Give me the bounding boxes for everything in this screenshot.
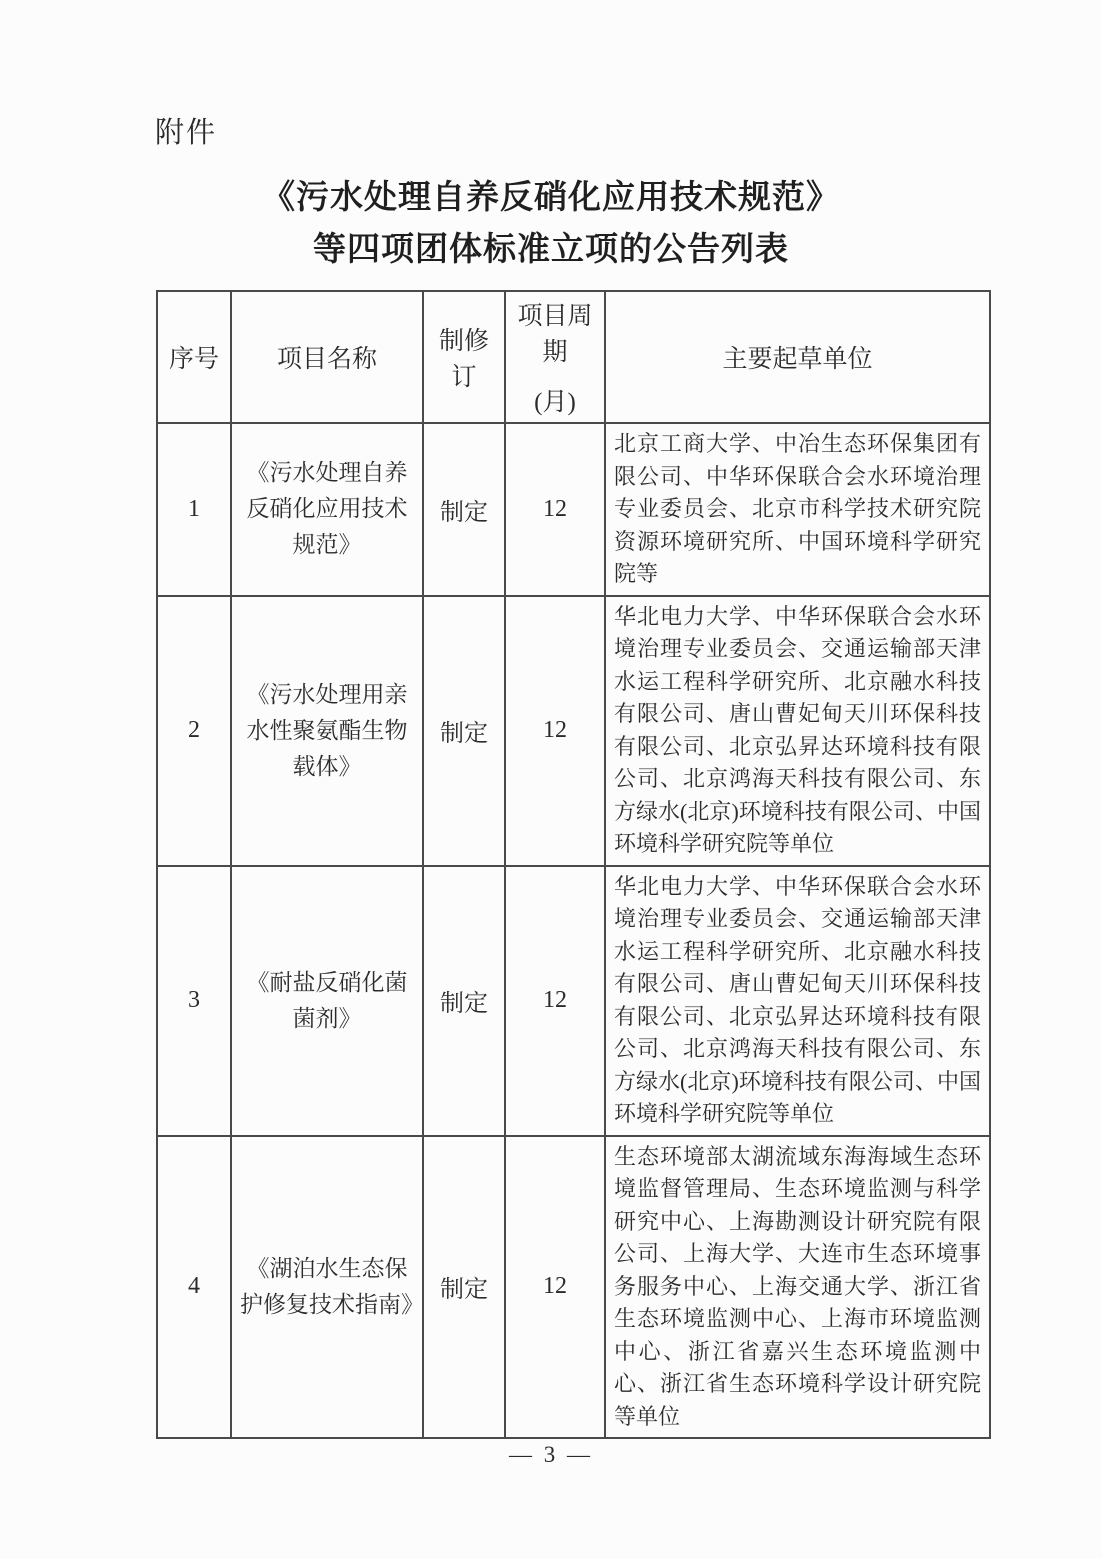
cell-project-name: 《污水处理用亲水性聚氨酯生物载体》 (231, 596, 423, 866)
table-row (157, 596, 990, 866)
table-row (157, 1136, 990, 1439)
document-title-line-1: 《污水处理自养反硝化应用技术规范》 (262, 180, 840, 216)
cell-drafting-units: 华北电力大学、中华环保联合会水环境治理专业委员会、交通运输部天津水运工程科学研究所、北京融水科技有限公司、唐山曹妃甸天川环保科技有限公司、北京弘昇达环境科技有限公司、北京鸿海天科技有限公司、东方绿水(北京)环境科技有限公司、中国环境科学研究院等单位 (605, 596, 990, 866)
cell-project-name: 《湖泊水生态保护修复技术指南》 (231, 1136, 423, 1439)
document-title (0, 172, 1102, 276)
cell-drafting-units: 北京工商大学、中冶生态环保集团有限公司、中华环保联合会水环境治理专业委员会、北京市科学技术研究院资源环境研究所、中国环境科学研究院等 (605, 423, 990, 596)
cell-revision-type: 制定 (423, 866, 505, 1136)
cell-period-months: 12 (505, 596, 605, 866)
cell-project-name: 《污水处理自养反硝化应用技术规范》 (231, 423, 423, 596)
cell-drafting-units: 生态环境部太湖流域东海海域生态环境监督管理局、生态环境监测与科学研究中心、上海勘测设计研究院有限公司、上海大学、大连市生态环境事务服务中心、上海交通大学、浙江省生态环境监测中心、上海市环境监测中心、浙江省嘉兴生态环境监测中心、浙江省生态环境科学设计研究院等单位 (605, 1136, 990, 1439)
col-header-revision: 制修订 (423, 291, 505, 423)
cell-period-months: 12 (505, 1136, 605, 1439)
cell-revision-type: 制定 (423, 423, 505, 596)
col-header-name: 项目名称 (231, 291, 423, 423)
col-header-period-line2: (月) (534, 389, 576, 416)
table-row (157, 423, 990, 596)
col-header-units: 主要起草单位 (605, 291, 990, 423)
cell-drafting-units: 华北电力大学、中华环保联合会水环境治理专业委员会、交通运输部天津水运工程科学研究所、北京融水科技有限公司、唐山曹妃甸天川环保科技有限公司、北京弘昇达环境科技有限公司、北京鸿海天科技有限公司、东方绿水(北京)环境科技有限公司、中国环境科学研究院等单位 (605, 866, 990, 1136)
page-number: — 3 — (509, 1442, 593, 1467)
cell-revision-type: 制定 (423, 1136, 505, 1439)
table-row (157, 866, 990, 1136)
cell-no: 4 (157, 1136, 231, 1439)
document-title-line-2: 等四项团体标准立项的公告列表 (313, 232, 789, 268)
cell-no: 2 (157, 596, 231, 866)
cell-no: 3 (157, 866, 231, 1136)
table-header-row (157, 291, 990, 423)
cell-period-months: 12 (505, 866, 605, 1136)
attachment-label: 附件 (155, 117, 218, 149)
standards-table (156, 290, 991, 1439)
cell-no: 1 (157, 423, 231, 596)
col-header-period-line1: 项目周期 (517, 303, 593, 366)
cell-revision-type: 制定 (423, 596, 505, 866)
col-header-period (505, 291, 605, 423)
cell-period-months: 12 (505, 423, 605, 596)
cell-project-name: 《耐盐反硝化菌菌剂》 (231, 866, 423, 1136)
col-header-no: 序号 (157, 291, 231, 423)
